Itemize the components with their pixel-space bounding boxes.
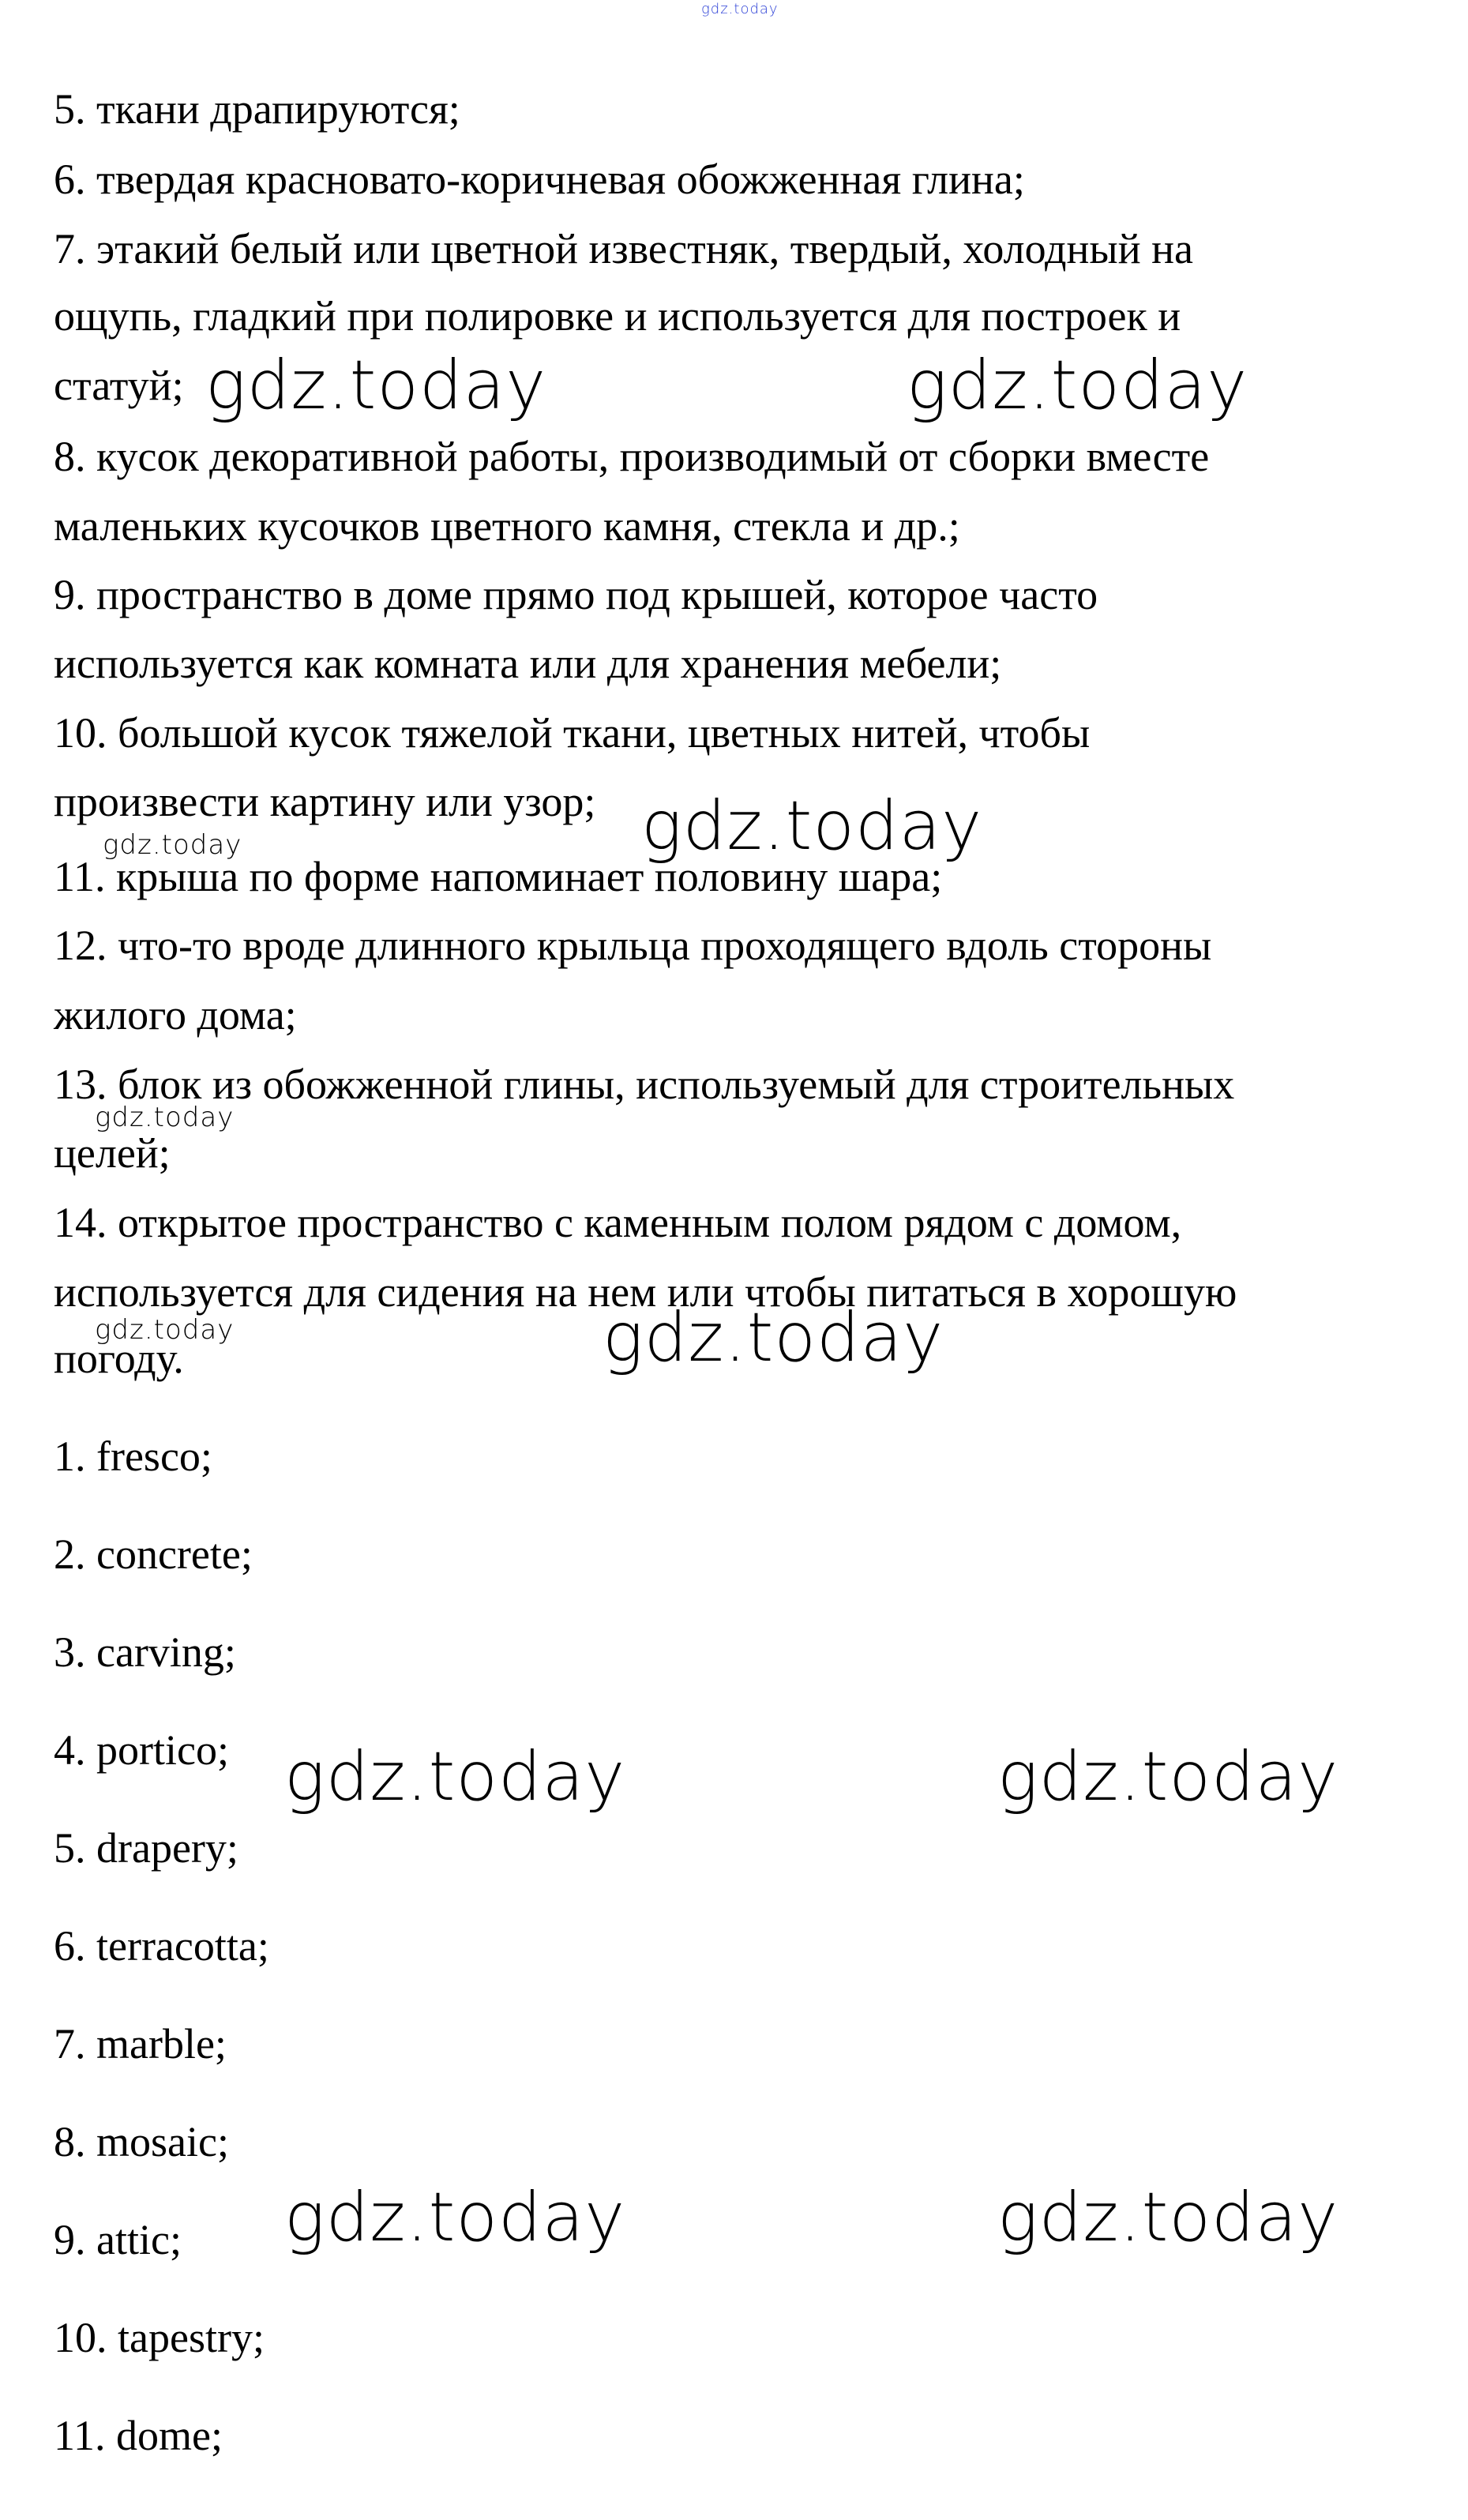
watermark: gdz.today: [603, 1298, 944, 1377]
answer-item: 3. carving;: [54, 1628, 236, 1676]
watermark-small: gdz.today: [103, 829, 242, 861]
answer-item: 8. mosaic;: [54, 2118, 229, 2165]
definition-12-line-1: 12. что-то вроде длинного крыльца проходящего вдоль стороны: [54, 922, 1212, 969]
watermark-top: gdz.today: [701, 1, 779, 17]
answer-item: 11. dome;: [54, 2412, 223, 2459]
definition-10-line-1: 10. большой кусок тяжелой ткани, цветных нитей, чтобы: [54, 709, 1091, 757]
definition-8-line-2: маленьких кусочков цветного камня, стекла и др.;: [54, 502, 960, 550]
definition-11: 11. крыша по форме напоминает половину шара;: [54, 853, 943, 900]
definition-14-line-2: используется для сидения на нем или чтобы питаться в хорошую: [54, 1268, 1237, 1316]
definition-7-line-3: статуй;: [54, 362, 184, 409]
definition-7-line-2: ощупь, гладкий при полировке и используется для построек и: [54, 292, 1181, 340]
definition-8-line-1: 8. кусок декоративной работы, производимый от сборки вместе: [54, 433, 1210, 480]
definition-13-line-2: целей;: [54, 1129, 171, 1177]
definition-9-line-2: используется как комната или для хранения мебели;: [54, 640, 1002, 687]
definition-9-line-1: 9. пространство в доме прямо под крышей, которое часто: [54, 571, 1098, 618]
definition-12-line-2: жилого дома;: [54, 991, 297, 1038]
definition-7-line-1: 7. этакий белый или цветной известняк, твердый, холодный на: [54, 225, 1193, 272]
watermark: gdz.today: [205, 346, 547, 425]
answer-item: 6. terracotta;: [54, 1922, 269, 1970]
definition-6: 6. твердая красновато-коричневая обожженная глина;: [54, 156, 1025, 203]
definition-5: 5. ткани драпируются;: [54, 85, 460, 133]
answer-item: 10. tapestry;: [54, 2314, 265, 2361]
watermark: gdz.today: [284, 2178, 626, 2257]
watermark-small: gdz.today: [95, 1102, 235, 1133]
answer-item: 7. marble;: [54, 2020, 227, 2067]
watermark: gdz.today: [907, 346, 1248, 425]
definition-13-line-1: 13. блок из обожженной глины, используемый для строительных: [54, 1061, 1235, 1108]
watermark: gdz.today: [997, 2178, 1339, 2257]
answer-item: 9. attic;: [54, 2216, 182, 2263]
watermark: gdz.today: [641, 787, 983, 866]
definition-14-line-1: 14. открытое пространство с каменным полом рядом с домом,: [54, 1199, 1182, 1246]
watermark: gdz.today: [284, 1737, 626, 1816]
answer-item: 2. concrete;: [54, 1530, 253, 1578]
watermark-small: gdz.today: [95, 1314, 235, 1346]
answer-item: 1. fresco;: [54, 1433, 212, 1480]
answer-item: 4. portico;: [54, 1726, 229, 1774]
watermark: gdz.today: [997, 1737, 1339, 1816]
definition-10-line-2: произвести картину или узор;: [54, 778, 596, 825]
answer-item: 5. drapery;: [54, 1824, 238, 1872]
definition-14-line-3: погоду.: [54, 1335, 184, 1382]
